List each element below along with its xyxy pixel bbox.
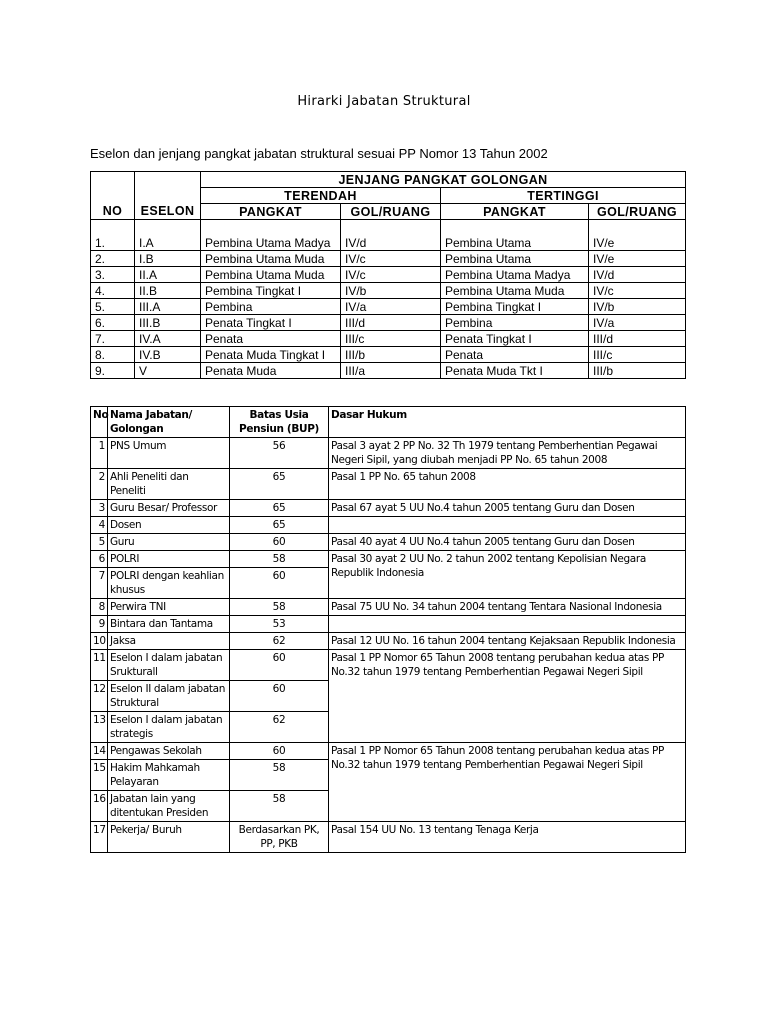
row-eselon: IV.A: [135, 331, 201, 347]
row-bup: 58: [230, 791, 329, 822]
row-eselon: I.A: [135, 220, 201, 251]
page-title: Hirarki Jabatan Struktural: [297, 94, 471, 109]
row-no: 12: [91, 681, 108, 712]
row-pangkat-low: Penata Muda Tingkat I: [201, 347, 341, 363]
row-bup: 56: [230, 438, 329, 469]
row-nama-jabatan: Eselon II dalam jabatan Struktural: [108, 681, 230, 712]
bup-table: [90, 406, 686, 853]
table-row: [91, 616, 686, 633]
row-no: 6: [91, 551, 108, 568]
row-dasar-hukum: Pasal 1 PP Nomor 65 Tahun 2008 tentang perubahan kedua atas PP No.32 tahun 1979 tentang Pemberhentian Pegawai Negeri Sipil: [329, 650, 686, 743]
row-gol-low: IV/d: [341, 220, 441, 251]
table-row: [91, 822, 686, 853]
row-gol-high: IV/d: [589, 267, 686, 283]
row-nama-jabatan: Dosen: [108, 517, 230, 534]
row-no: 8: [91, 599, 108, 616]
row-dasar-hukum: Pasal 67 ayat 5 UU No.4 tahun 2005 tentang Guru dan Dosen: [329, 500, 686, 517]
row-no: 4.: [91, 283, 135, 299]
row-gol-high: IV/e: [589, 220, 686, 251]
row-pangkat-high: Pembina Tingkat I: [441, 299, 589, 315]
row-nama-jabatan: Bintara dan Tantama: [108, 616, 230, 633]
row-pangkat-high: Penata Tingkat I: [441, 331, 589, 347]
header-no: NO: [91, 172, 135, 220]
row-no: 9.: [91, 363, 135, 379]
row-nama-jabatan: Jabatan lain yang ditentukan Presiden: [108, 791, 230, 822]
row-no: 3: [91, 500, 108, 517]
row-no: 6.: [91, 315, 135, 331]
table-row: [91, 220, 686, 251]
row-no: 5.: [91, 299, 135, 315]
table-row: [91, 650, 686, 681]
row-dasar-hukum: Pasal 1 PP No. 65 tahun 2008: [329, 469, 686, 500]
row-eselon: II.A: [135, 267, 201, 283]
row-bup: 53: [230, 616, 329, 633]
row-eselon: III.B: [135, 315, 201, 331]
table-row: [91, 551, 686, 568]
row-eselon: I.B: [135, 251, 201, 267]
row-nama-jabatan: Jaksa: [108, 633, 230, 650]
row-dasar-hukum: [329, 517, 686, 534]
row-dasar-hukum: Pasal 12 UU No. 16 tahun 2004 tentang Kejaksaan Republik Indonesia: [329, 633, 686, 650]
row-gol-low: IV/b: [341, 283, 441, 299]
row-bup: 65: [230, 517, 329, 534]
table-row: [91, 299, 686, 315]
row-dasar-hukum: Pasal 75 UU No. 34 tahun 2004 tentang Tentara Nasional Indonesia: [329, 599, 686, 616]
table-row: [91, 267, 686, 283]
row-pangkat-high: Pembina: [441, 315, 589, 331]
row-nama-jabatan: PNS Umum: [108, 438, 230, 469]
row-eselon: IV.B: [135, 347, 201, 363]
table-row: [91, 363, 686, 379]
row-no: 5: [91, 534, 108, 551]
table-row: [91, 517, 686, 534]
row-pangkat-low: Pembina: [201, 299, 341, 315]
row-dasar-hukum: Pasal 154 UU No. 13 tentang Tenaga Kerja: [329, 822, 686, 853]
row-dasar-hukum: Pasal 1 PP Nomor 65 Tahun 2008 tentang perubahan kedua atas PP No.32 tahun 1979 tentang Pemberhentian Pegawai Negeri Sipil: [329, 743, 686, 822]
header-pangkat-high: PANGKAT: [441, 204, 589, 220]
row-dasar-hukum: Pasal 40 ayat 4 UU No.4 tahun 2005 tentang Guru dan Dosen: [329, 534, 686, 551]
row-gol-low: IV/c: [341, 251, 441, 267]
table-row: [91, 599, 686, 616]
row-bup: 62: [230, 712, 329, 743]
row-no: 7: [91, 568, 108, 599]
row-pangkat-high: Penata Muda Tkt I: [441, 363, 589, 379]
row-no: 8.: [91, 347, 135, 363]
row-pangkat-high: Pembina Utama: [441, 251, 589, 267]
table1-caption: Eselon dan jenjang pangkat jabatan struktural sesuai PP Nomor 13 Tahun 2002: [90, 146, 548, 161]
row-nama-jabatan: Hakim Mahkamah Pelayaran: [108, 760, 230, 791]
row-gol-high: III/c: [589, 347, 686, 363]
row-bup: 65: [230, 500, 329, 517]
row-pangkat-low: Pembina Utama Muda: [201, 251, 341, 267]
row-pangkat-low: Pembina Utama Muda: [201, 267, 341, 283]
row-bup: 60: [230, 568, 329, 599]
table-row: [91, 633, 686, 650]
header-dasar-hukum: Dasar Hukum: [329, 407, 686, 438]
row-eselon: V: [135, 363, 201, 379]
row-gol-low: IV/c: [341, 267, 441, 283]
row-nama-jabatan: Guru Besar/ Professor: [108, 500, 230, 517]
table-row: [91, 331, 686, 347]
row-bup: 60: [230, 743, 329, 760]
table-row: [91, 347, 686, 363]
row-bup: Berdasarkan PK, PP, PKB: [230, 822, 329, 853]
table-row: [91, 500, 686, 517]
row-nama-jabatan: Pengawas Sekolah: [108, 743, 230, 760]
row-nama-jabatan: POLRI dengan keahlian khusus: [108, 568, 230, 599]
row-pangkat-low: Penata Tingkat I: [201, 315, 341, 331]
row-no: 3.: [91, 267, 135, 283]
row-no: 9: [91, 616, 108, 633]
table-row: [91, 743, 686, 760]
row-no: 10: [91, 633, 108, 650]
header-no: No: [91, 407, 108, 438]
header-jenjang: JENJANG PANGKAT GOLONGAN: [201, 172, 686, 188]
row-no: 11: [91, 650, 108, 681]
row-gol-low: III/a: [341, 363, 441, 379]
row-bup: 65: [230, 469, 329, 500]
row-pangkat-high: Pembina Utama: [441, 220, 589, 251]
row-pangkat-low: Pembina Utama Madya: [201, 220, 341, 251]
row-gol-low: III/c: [341, 331, 441, 347]
table-row: [91, 283, 686, 299]
row-nama-jabatan: Eselon I dalam jabatan Srukturall: [108, 650, 230, 681]
table-row: [91, 438, 686, 469]
row-no: 13: [91, 712, 108, 743]
row-pangkat-low: Penata Muda: [201, 363, 341, 379]
row-bup: 58: [230, 760, 329, 791]
row-bup: 60: [230, 681, 329, 712]
row-gol-high: III/d: [589, 331, 686, 347]
row-bup: 58: [230, 551, 329, 568]
row-nama-jabatan: Pekerja/ Buruh: [108, 822, 230, 853]
header-golruang-high: GOL/RUANG: [589, 204, 686, 220]
table-row: [91, 251, 686, 267]
row-gol-high: IV/e: [589, 251, 686, 267]
row-bup: 60: [230, 534, 329, 551]
row-pangkat-high: Pembina Utama Madya: [441, 267, 589, 283]
table-row: [91, 534, 686, 551]
header-terendah: TERENDAH: [201, 188, 441, 204]
table-row: [91, 469, 686, 500]
row-gol-low: IV/a: [341, 299, 441, 315]
header-bup: Batas Usia Pensiun (BUP): [230, 407, 329, 438]
row-gol-high: IV/c: [589, 283, 686, 299]
row-pangkat-high: Pembina Utama Muda: [441, 283, 589, 299]
table-row: [91, 315, 686, 331]
row-bup: 62: [230, 633, 329, 650]
row-no: 4: [91, 517, 108, 534]
row-nama-jabatan: POLRI: [108, 551, 230, 568]
row-gol-high: IV/a: [589, 315, 686, 331]
row-nama-jabatan: Perwira TNI: [108, 599, 230, 616]
header-nama-jabatan: Nama Jabatan/ Golongan: [108, 407, 230, 438]
row-pangkat-low: Pembina Tingkat I: [201, 283, 341, 299]
header-eselon: ESELON: [135, 172, 201, 220]
row-nama-jabatan: Eselon I dalam jabatan strategis: [108, 712, 230, 743]
row-eselon: II.B: [135, 283, 201, 299]
row-gol-low: III/b: [341, 347, 441, 363]
row-no: 17: [91, 822, 108, 853]
row-no: 14: [91, 743, 108, 760]
row-nama-jabatan: Ahli Peneliti dan Peneliti: [108, 469, 230, 500]
row-gol-low: III/d: [341, 315, 441, 331]
row-dasar-hukum: Pasal 3 ayat 2 PP No. 32 Th 1979 tentang Pemberhentian Pegawai Negeri Sipil, yang diubah menjadi PP No. 65 tahun 2008: [329, 438, 686, 469]
row-no: 1.: [91, 220, 135, 251]
row-gol-high: IV/b: [589, 299, 686, 315]
row-no: 2.: [91, 251, 135, 267]
row-pangkat-high: Penata: [441, 347, 589, 363]
header-pangkat-low: PANGKAT: [201, 204, 341, 220]
row-no: 16: [91, 791, 108, 822]
row-eselon: III.A: [135, 299, 201, 315]
header-tertinggi: TERTINGGI: [441, 188, 686, 204]
row-nama-jabatan: Guru: [108, 534, 230, 551]
eselon-table: [90, 171, 686, 379]
row-dasar-hukum: [329, 616, 686, 633]
row-bup: 60: [230, 650, 329, 681]
row-pangkat-low: Penata: [201, 331, 341, 347]
header-golruang-low: GOL/RUANG: [341, 204, 441, 220]
row-no: 7.: [91, 331, 135, 347]
row-no: 1: [91, 438, 108, 469]
row-bup: 58: [230, 599, 329, 616]
row-gol-high: III/b: [589, 363, 686, 379]
row-dasar-hukum: Pasal 30 ayat 2 UU No. 2 tahun 2002 tentang Kepolisian Negara Republik Indonesia: [329, 551, 686, 599]
row-no: 15: [91, 760, 108, 791]
row-no: 2: [91, 469, 108, 500]
